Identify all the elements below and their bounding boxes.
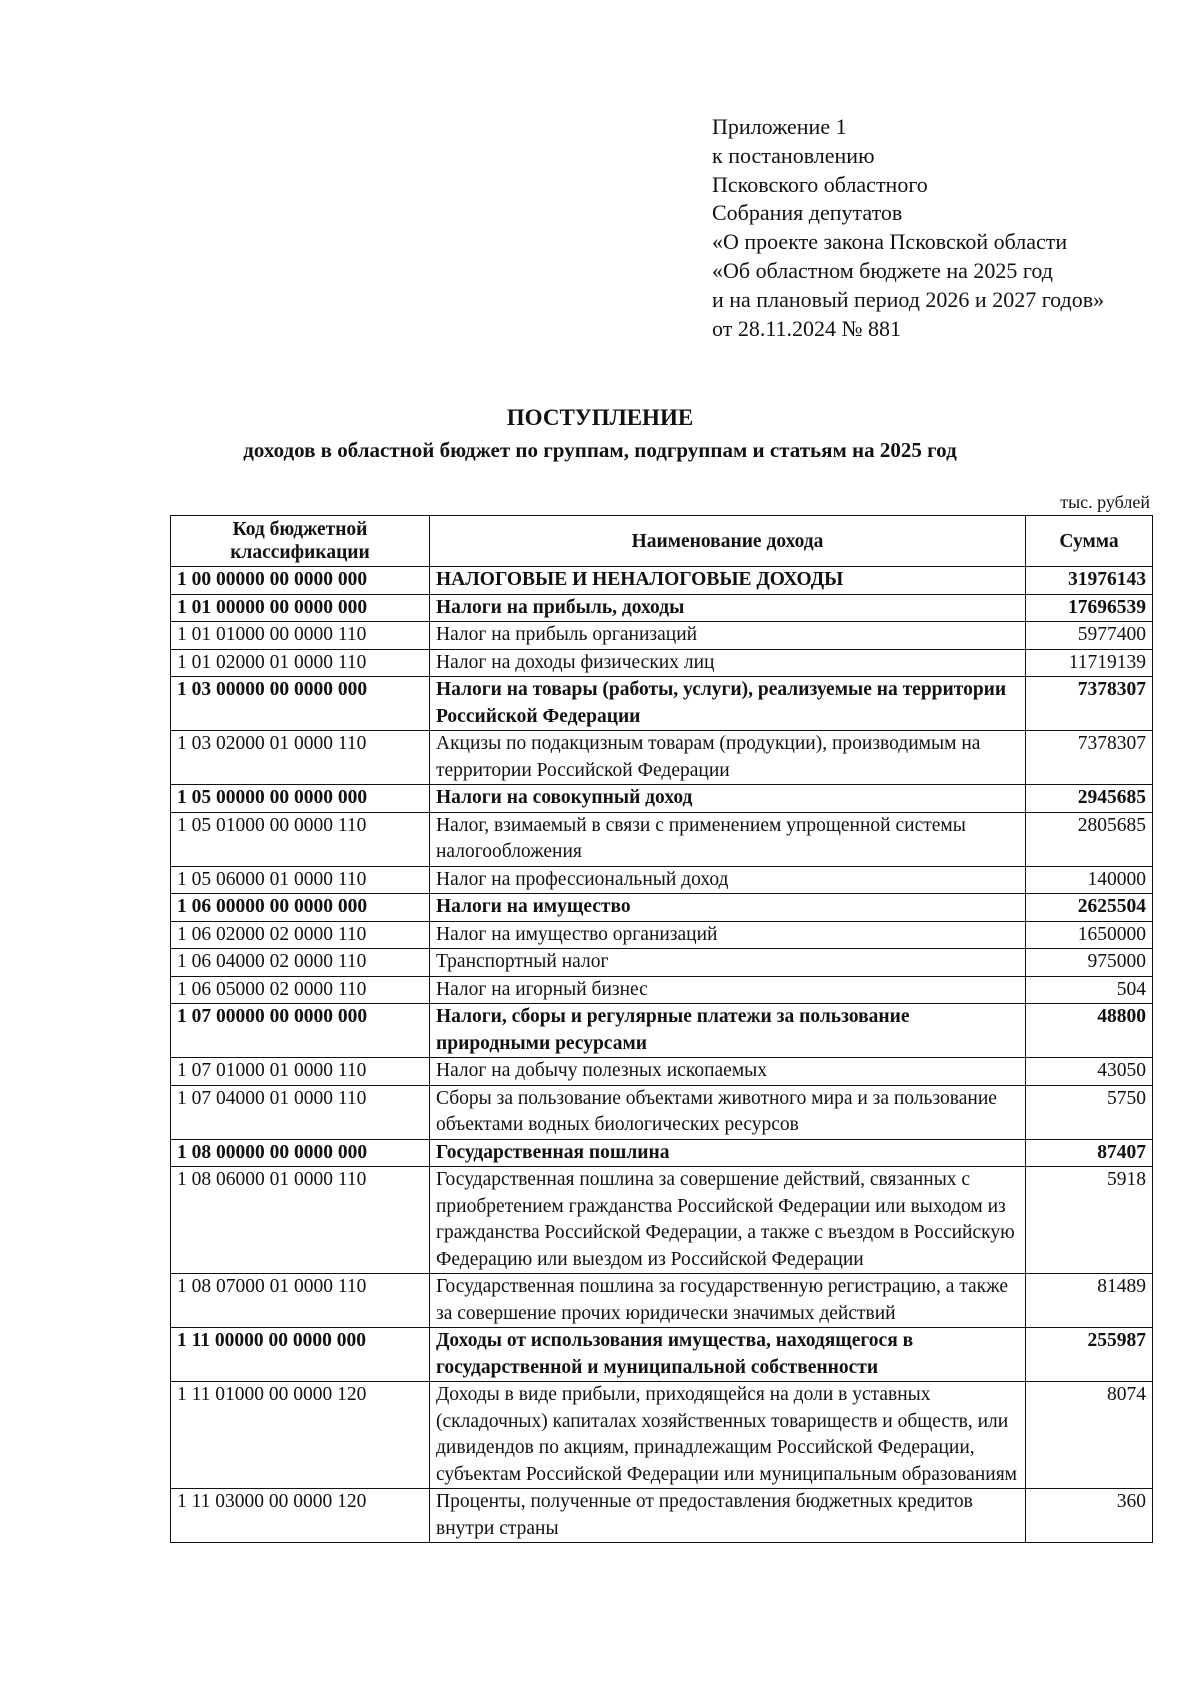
- appendix-line: Собрания депутатов: [712, 200, 903, 226]
- name-cell: Налог на профессиональный доход: [430, 866, 1026, 894]
- name-cell: Доходы в виде прибыли, приходящейся на доли в уставных (складочных) капиталах хозяйственных товариществ и обществ, или дивидендов по акциям, принадлежащим Российской Федерации, субъектам Российской Федерации или муниципальным образованиям: [430, 1382, 1026, 1489]
- name-cell: Налоги на имущество: [430, 894, 1026, 922]
- sum-cell: 1650000: [1026, 921, 1153, 949]
- code-cell: 1 00 00000 00 0000 000: [171, 567, 430, 595]
- name-cell: Государственная пошлина за совершение действий, связанных с приобретением гражданства Российской Федерации или выходом из гражданства Российской Федерации, а также с въездом в Российскую Федерацию или выездом из Российской Федерации: [430, 1167, 1026, 1274]
- income-table: [170, 515, 1153, 1543]
- table-row: [171, 567, 1153, 595]
- name-cell: Доходы от использования имущества, находящегося в государственной и муниципальной собственности: [430, 1328, 1026, 1382]
- sum-cell: 5750: [1026, 1085, 1153, 1139]
- code-cell: 1 07 04000 01 0000 110: [171, 1085, 430, 1139]
- sum-cell: 2945685: [1026, 785, 1153, 813]
- sum-cell: 2625504: [1026, 894, 1153, 922]
- table-row: [171, 1058, 1153, 1086]
- sum-cell: 7378307: [1026, 731, 1153, 785]
- units-label: тыс. рублей: [1060, 492, 1150, 512]
- code-cell: 1 05 00000 00 0000 000: [171, 785, 430, 813]
- table-row: [171, 1004, 1153, 1058]
- code-cell: 1 01 02000 01 0000 110: [171, 649, 430, 677]
- code-cell: 1 08 06000 01 0000 110: [171, 1167, 430, 1274]
- code-cell: 1 01 01000 00 0000 110: [171, 622, 430, 650]
- sum-cell: 43050: [1026, 1058, 1153, 1086]
- code-cell: 1 06 04000 02 0000 110: [171, 949, 430, 977]
- name-cell: Налог на имущество организаций: [430, 921, 1026, 949]
- name-cell: Транспортный налог: [430, 949, 1026, 977]
- name-cell: Акцизы по подакцизным товарам (продукции), производимым на территории Российской Федерации: [430, 731, 1026, 785]
- table-body: [171, 567, 1153, 1543]
- sum-cell: 48800: [1026, 1004, 1153, 1058]
- appendix-line: «Об областном бюджете на 2025 год: [712, 257, 1053, 283]
- sum-cell: 31976143: [1026, 567, 1153, 595]
- name-cell: Сборы за пользование объектами животного мира и за пользование объектами водных биологических ресурсов: [430, 1085, 1026, 1139]
- table-row: [171, 812, 1153, 866]
- table-row: [171, 1139, 1153, 1167]
- table-row: [171, 1328, 1153, 1382]
- table-row: [171, 1085, 1153, 1139]
- code-cell: 1 08 00000 00 0000 000: [171, 1139, 430, 1167]
- code-cell: 1 05 06000 01 0000 110: [171, 866, 430, 894]
- table-row: [171, 894, 1153, 922]
- sum-cell: 11719139: [1026, 649, 1153, 677]
- appendix-line: к постановлению: [712, 142, 875, 168]
- appendix-line: и на плановый период 2026 и 2027 годов»: [712, 286, 1105, 312]
- table-row: [171, 731, 1153, 785]
- appendix-line: Псковского областного: [712, 171, 928, 197]
- appendix-line: «О проекте закона Псковской области: [712, 229, 1068, 255]
- sum-cell: 504: [1026, 976, 1153, 1004]
- code-cell: 1 07 01000 01 0000 110: [171, 1058, 430, 1086]
- table-row: [171, 649, 1153, 677]
- sum-cell: 360: [1026, 1489, 1153, 1543]
- table-row: [171, 677, 1153, 731]
- sum-cell: 17696539: [1026, 594, 1153, 622]
- table-row: [171, 785, 1153, 813]
- name-cell: Налог на игорный бизнес: [430, 976, 1026, 1004]
- name-cell: Налог, взимаемый в связи с применением упрощенной системы налогообложения: [430, 812, 1026, 866]
- sum-cell: 87407: [1026, 1139, 1153, 1167]
- name-cell: Проценты, полученные от предоставления бюджетных кредитов внутри страны: [430, 1489, 1026, 1543]
- code-cell: 1 03 00000 00 0000 000: [171, 677, 430, 731]
- name-cell: НАЛОГОВЫЕ И НЕНАЛОГОВЫЕ ДОХОДЫ: [430, 567, 1026, 595]
- header-sum: Сумма: [1026, 516, 1153, 567]
- table-row: [171, 921, 1153, 949]
- sum-cell: 2805685: [1026, 812, 1153, 866]
- name-cell: Налог на прибыль организаций: [430, 622, 1026, 650]
- name-cell: Налоги на совокупный доход: [430, 785, 1026, 813]
- table-row: [171, 622, 1153, 650]
- name-cell: Налоги на товары (работы, услуги), реализуемые на территории Российской Федерации: [430, 677, 1026, 731]
- appendix-block: [712, 113, 1182, 343]
- sum-cell: 255987: [1026, 1328, 1153, 1382]
- sum-cell: 975000: [1026, 949, 1153, 977]
- sum-cell: 8074: [1026, 1382, 1153, 1489]
- sum-cell: 81489: [1026, 1274, 1153, 1328]
- table-header-row: [171, 516, 1153, 567]
- name-cell: Налог на доходы физических лиц: [430, 649, 1026, 677]
- code-cell: 1 06 00000 00 0000 000: [171, 894, 430, 922]
- table-row: [171, 866, 1153, 894]
- header-name: Наименование дохода: [430, 516, 1026, 567]
- table-row: [171, 1382, 1153, 1489]
- code-cell: 1 11 03000 00 0000 120: [171, 1489, 430, 1543]
- name-cell: Государственная пошлина: [430, 1139, 1026, 1167]
- table-row: [171, 1489, 1153, 1543]
- document-title: ПОСТУПЛЕНИЕ: [506, 405, 694, 430]
- name-cell: Налог на добычу полезных ископаемых: [430, 1058, 1026, 1086]
- table-row: [171, 976, 1153, 1004]
- document-subtitle: доходов в областной бюджет по группам, подгруппам и статьям на 2025 год: [243, 438, 957, 462]
- code-cell: 1 03 02000 01 0000 110: [171, 731, 430, 785]
- code-cell: 1 05 01000 00 0000 110: [171, 812, 430, 866]
- sum-cell: 5977400: [1026, 622, 1153, 650]
- table-row: [171, 949, 1153, 977]
- header-code: Код бюджетной классификации: [171, 516, 430, 567]
- appendix-line: Приложение 1: [712, 114, 847, 139]
- code-cell: 1 06 02000 02 0000 110: [171, 921, 430, 949]
- code-cell: 1 11 01000 00 0000 120: [171, 1382, 430, 1489]
- name-cell: Государственная пошлина за государственную регистрацию, а также за совершение прочих юридически значимых действий: [430, 1274, 1026, 1328]
- appendix-line: от 28.11.2024 № 881: [712, 315, 901, 341]
- name-cell: Налоги на прибыль, доходы: [430, 594, 1026, 622]
- sum-cell: 5918: [1026, 1167, 1153, 1274]
- code-cell: 1 01 00000 00 0000 000: [171, 594, 430, 622]
- code-cell: 1 06 05000 02 0000 110: [171, 976, 430, 1004]
- table-row: [171, 594, 1153, 622]
- code-cell: 1 08 07000 01 0000 110: [171, 1274, 430, 1328]
- name-cell: Налоги, сборы и регулярные платежи за пользование природными ресурсами: [430, 1004, 1026, 1058]
- code-cell: 1 11 00000 00 0000 000: [171, 1328, 430, 1382]
- table-row: [171, 1274, 1153, 1328]
- sum-cell: 7378307: [1026, 677, 1153, 731]
- sum-cell: 140000: [1026, 866, 1153, 894]
- code-cell: 1 07 00000 00 0000 000: [171, 1004, 430, 1058]
- table-row: [171, 1167, 1153, 1274]
